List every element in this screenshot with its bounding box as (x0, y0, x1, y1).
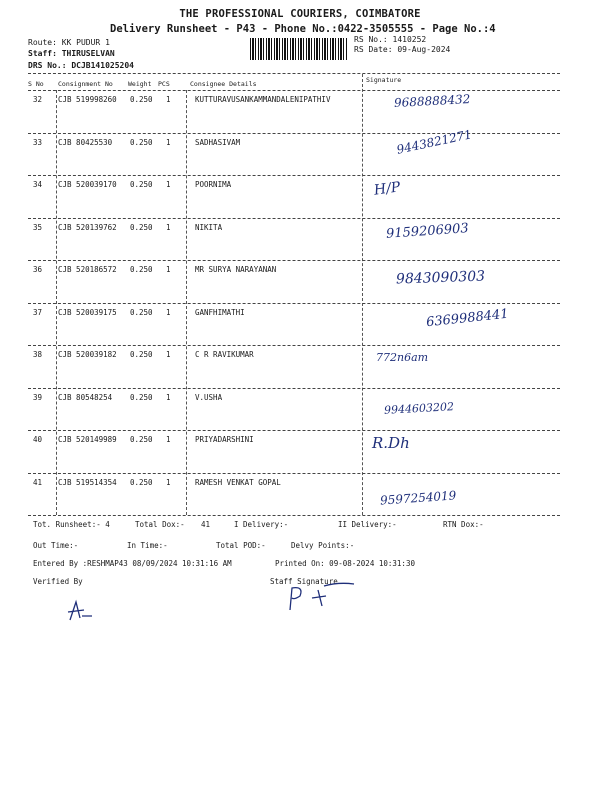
total-dox-value: 41 (201, 520, 211, 529)
row-weight: 0.250 (130, 265, 153, 274)
row-pcs: 1 (166, 435, 171, 444)
row-consignment-no: CJB 520149989 (58, 435, 117, 444)
row-consignment-no: CJB 520186572 (58, 265, 117, 274)
route-label: Route: KK PUDUR 1 (28, 38, 110, 47)
col-header-sno: S No (28, 80, 44, 88)
row-weight: 0.250 (130, 222, 153, 232)
row-weight: 0.250 (130, 477, 153, 487)
row-pcs: 1 (166, 477, 171, 487)
rtn-dox: RTN Dox:- (443, 520, 484, 529)
column-divider (362, 74, 363, 515)
row-sno: 39 (33, 392, 43, 402)
i-delivery: I Delivery:- (234, 520, 289, 529)
row-consignment-no: CJB 519514354 (58, 477, 117, 487)
row-weight: 0.250 (130, 392, 153, 402)
verified-by: Verified By (33, 577, 83, 586)
barcode (250, 38, 348, 60)
row-consignee: KUTTURAVUSANKAMMANDALENIPATHIV (195, 95, 331, 104)
row-consignee: V.USHA (195, 392, 223, 402)
col-header-consignee: Consignee Details (190, 80, 257, 88)
row-sno: 38 (33, 350, 43, 359)
row-weight: 0.250 (130, 307, 153, 317)
col-header-pcs: PCS (158, 80, 170, 88)
in-time: In Time:- (127, 541, 168, 550)
row-pcs: 1 (166, 392, 171, 402)
row-signature: 9597254019 (379, 487, 457, 508)
total-dox-label: Total Dox:- (135, 520, 185, 529)
row-signature: 9159206903 (385, 220, 470, 242)
row-consignee: NIKITA (195, 222, 223, 232)
row-signature: 772n6am (376, 351, 429, 364)
row-pcs: 1 (166, 222, 171, 232)
row-consignee: POORNIMA (195, 180, 232, 189)
row-weight: 0.250 (130, 350, 153, 359)
row-divider (28, 303, 560, 304)
row-weight: 0.250 (130, 95, 153, 104)
row-sno: 36 (33, 265, 43, 274)
col-header-consignment: Consignment No (58, 80, 113, 88)
row-weight: 0.250 (130, 435, 153, 444)
row-consignment-no: CJB 520039170 (58, 180, 117, 189)
row-consignment-no: CJB 520039175 (58, 307, 117, 317)
row-consignment-no: CJB 80548254 (58, 392, 113, 402)
col-header-weight: Weight (128, 80, 152, 88)
row-consignment-no: CJB 520039182 (58, 350, 117, 359)
row-sno: 35 (33, 222, 43, 232)
delvy-points: Delvy Points:- (291, 541, 355, 550)
row-sno: 40 (33, 435, 43, 444)
header-rule-bottom (28, 90, 560, 91)
row-weight: 0.250 (130, 180, 153, 189)
row-signature: 9944603202 (383, 399, 455, 417)
row-signature: 9688888432 (393, 92, 471, 110)
row-pcs: 1 (166, 137, 171, 147)
row-divider (28, 133, 560, 134)
row-consignee: MR SURYA NARAYANAN (195, 265, 277, 274)
row-consignee: RAMESH VENKAT GOPAL (195, 477, 281, 487)
row-consignment-no: CJB 520139762 (58, 222, 117, 232)
row-consignee: C R RAVIKUMAR (195, 350, 254, 359)
row-signature: 9443821271 (395, 126, 473, 157)
out-time: Out Time:- (33, 541, 79, 550)
row-signature: H/P (373, 179, 402, 199)
row-sno: 37 (33, 307, 43, 317)
staff-label: Staff: THIRUSELVAN (28, 49, 115, 58)
row-divider (28, 218, 560, 219)
row-sno: 41 (33, 477, 43, 487)
row-signature: 6369988441 (425, 306, 510, 330)
row-pcs: 1 (166, 180, 171, 189)
rs-number: RS No.: 1410252 (354, 35, 427, 44)
row-sno: 32 (33, 95, 43, 104)
row-divider (28, 175, 560, 176)
company-title: THE PROFESSIONAL COURIERS, COIMBATORE (179, 8, 421, 20)
printed-on: Printed On: 09-08-2024 10:31:30 (275, 559, 415, 568)
row-consignee: GANFHIMATHI (195, 307, 245, 317)
row-signature: R.Dh (372, 434, 410, 452)
row-sno: 33 (33, 137, 43, 147)
row-divider (28, 260, 560, 261)
row-pcs: 1 (166, 350, 171, 359)
row-pcs: 1 (166, 95, 171, 104)
row-pcs: 1 (166, 265, 171, 274)
ii-delivery: II Delivery:- (338, 520, 397, 529)
total-pod: Total POD:- (216, 541, 266, 550)
row-consignment-no: CJB 80425530 (58, 137, 113, 147)
row-divider (28, 473, 560, 474)
rs-date: RS Date: 09-Aug-2024 (354, 45, 451, 54)
header-rule-top (28, 73, 560, 74)
row-sno: 34 (33, 180, 43, 189)
staff-signature-label: Staff Signature (270, 577, 338, 586)
drs-number: DRS No.: DCJB141025204 (28, 61, 134, 70)
total-runsheet: Tot. Runsheet:- 4 (33, 520, 110, 529)
row-consignee: SADHASIVAM (195, 137, 241, 147)
row-consignment-no: CJB 519998260 (58, 95, 117, 104)
row-weight: 0.250 (130, 137, 153, 147)
col-header-signature: Signature (366, 76, 402, 84)
entered-by: Entered By :RESHMAP43 08/09/2024 10:31:16 AM (33, 559, 232, 568)
sheet-title: Delivery Runsheet - P43 - Phone No.:0422-3505555 - Page No.:4 (110, 23, 496, 35)
staff-signature-scribble (282, 580, 362, 614)
row-divider (28, 388, 560, 389)
row-divider (28, 345, 560, 346)
table-rule-bottom (28, 515, 560, 516)
verifier-signature-scribble (60, 598, 100, 626)
row-divider (28, 430, 560, 431)
row-signature: 9843090303 (395, 268, 486, 288)
row-pcs: 1 (166, 307, 171, 317)
row-consignee: PRIYADARSHINI (195, 435, 254, 444)
